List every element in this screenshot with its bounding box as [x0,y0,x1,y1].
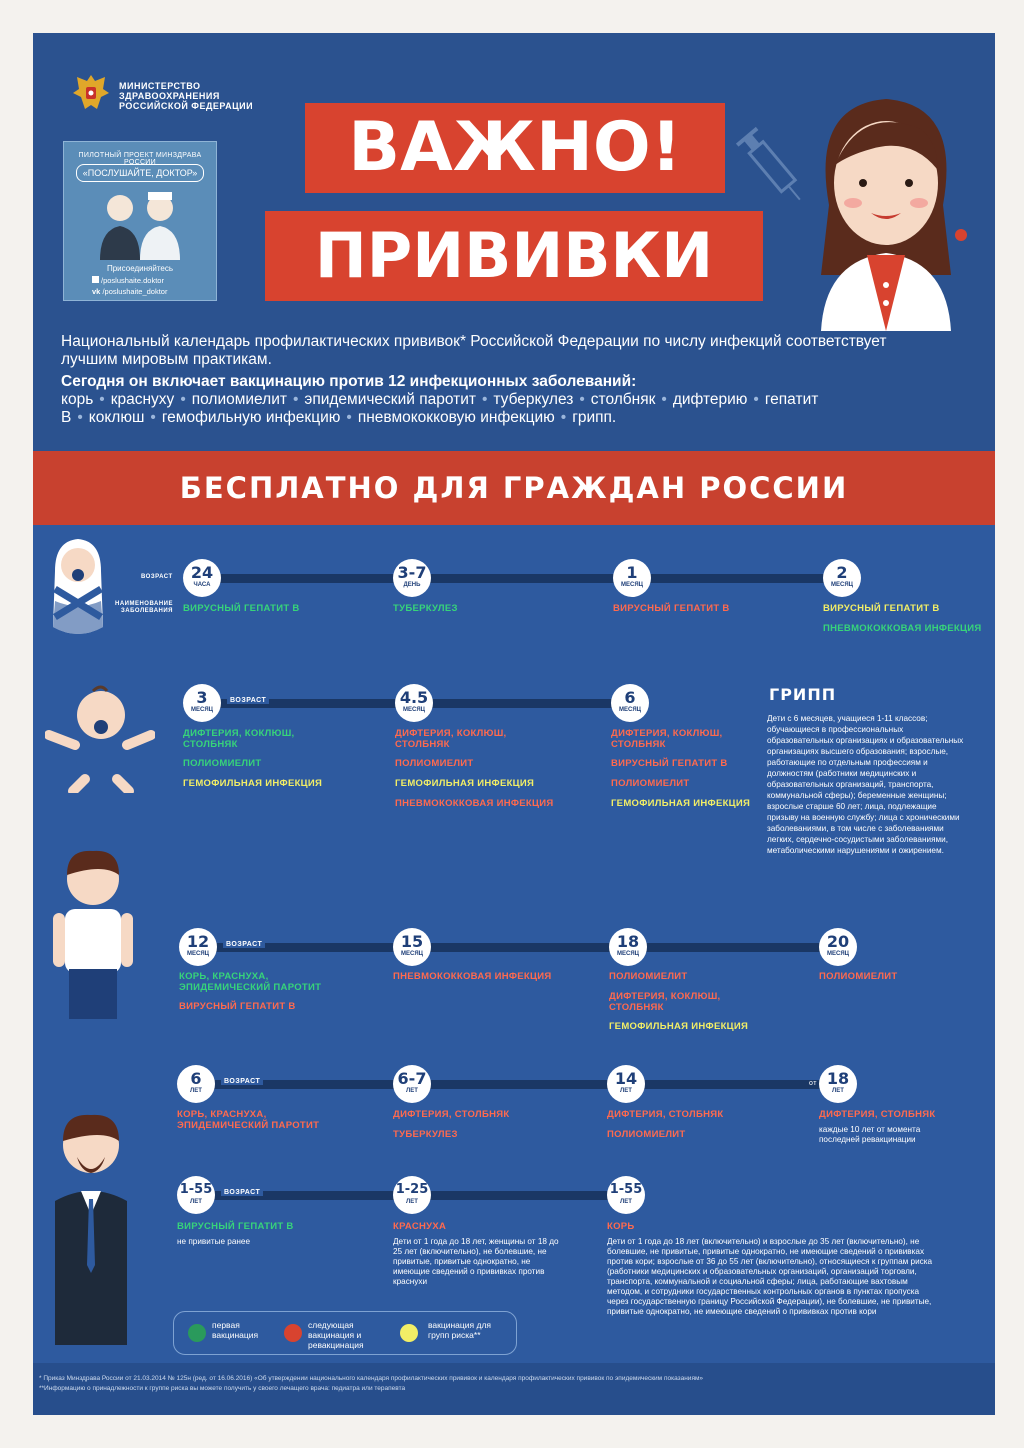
age-value: 24 [190,563,214,582]
separator-dot: • [481,391,488,408]
age-label: ВОЗРАСТ [223,941,265,948]
ministry-line: МИНИСТЕРСТВО [119,81,201,91]
vaccine-note: Дети от 1 года до 18 лет, женщины от 18 до 25 лет (включительно), не болевшие, не привитые, привитые однократно, не имеющие сведений о прививках против краснухи [393,1237,559,1286]
age-marker [819,928,857,966]
vk-icon: vk [92,287,103,296]
separator-dot: • [180,391,186,408]
vk-handle: /poslushaite_doktor [102,287,168,296]
disease-item: туберкулез [493,391,574,408]
age-unit: ЧАСА [193,582,211,588]
separator-dot: • [77,409,83,426]
age-unit: МЕСЯЦ [616,951,640,957]
vaccine-item: ПОЛИОМИЕЛИТ [819,971,898,982]
age-unit: МЕСЯЦ [186,951,210,957]
age-value: 14 [614,1069,638,1088]
vaccine-item: ПОЛИОМИЕЛИТ [609,971,688,982]
age-marker [183,684,221,722]
vaccine-note: не привитые ранее [177,1237,251,1246]
age-marker [819,1065,857,1103]
age-marker [613,559,651,597]
disease-label-line: НАИМЕНОВАНИЕ [115,601,173,607]
separator-dot: • [150,409,156,426]
facebook-link[interactable] [92,276,164,285]
disease-item: эпидемический паротит [304,391,476,408]
vaccine-item: ДИФТЕРИЯ, СТОЛБНЯК [819,1109,936,1120]
age-prefix: от [809,1080,817,1087]
intro-diseases [61,373,931,427]
age-value: 6 [624,688,636,707]
vaccine-item: КОРЬ, КРАСНУХА, ЭПИДЕМИЧЕСКИЙ ПАРОТИТ [177,1109,320,1131]
adult-illustration [41,1105,141,1345]
age-value: 20 [826,932,850,951]
age-label: ВОЗРАСТ [227,697,269,704]
vaccine-item: ГЕМОФИЛЬНАЯ ИНФЕКЦИЯ [609,1021,749,1032]
age-value: 2 [836,563,848,582]
vaccine-item: ПОЛИОМИЕЛИТ [611,778,690,789]
age-marker [609,928,647,966]
separator-dot: • [579,391,585,408]
legend-risk-label: вакцинация для групп риска** [428,1320,492,1340]
age-unit: МЕСЯЦ [190,707,214,713]
age-marker [183,559,221,597]
intro-bold: Сегодня он включает вакцинацию против 12 инфекционных заболеваний: [61,373,637,390]
legend-first-label: первая вакцинация [212,1320,259,1340]
vaccine-note: каждые 10 лет от момента последней ревакцинации [819,1125,921,1144]
disease-item: краснуху [110,391,175,408]
disease-item: пневмококковую инфекцию [357,409,555,426]
vaccine-note: Дети от 1 года до 18 лет (включительно) и взрослые до 35 лет (включительно), не болевшие, не привитые, привитые однократно, не имеющие сведений о прививках против кори; взрослые от 36 до 55 лет (включительно), относящиеся к группам риска (работники медицинских и образовательных организаций, организаций торговли, транспорта, коммунальной и социальной сферы; лица, работающие вахтовым методом, и сотрудники государственных контрольных органов в пунктах пропуска через государственную границу Российской Федерации), не болевшие, не привитые, привитые однократно, не имеющие сведений о прививках против кори [607,1237,933,1316]
disease-item: корь [61,391,94,408]
promo-box [63,141,217,301]
disease-list [61,391,818,426]
free-banner: БЕСПЛАТНО ДЛЯ ГРАЖДАН РОССИИ [33,451,995,525]
disease-item: полиомиелит [191,391,287,408]
legend-next-label: следующая вакцинация и ревакцинация [308,1320,364,1350]
vaccine-item: ТУБЕРКУЛЕЗ [393,603,458,614]
vaccine-item: ВИРУСНЫЙ ГЕПАТИТ В [177,1221,294,1232]
age-unit: ЛЕТ [620,1088,632,1094]
age-marker [393,1065,431,1103]
age-value: 15 [400,932,424,951]
separator-dot: • [560,409,567,426]
age-marker [607,1065,645,1103]
disease-item: дифтерию [672,391,748,408]
doctors-illustration [90,186,190,260]
age-label: ВОЗРАСТ [141,574,173,580]
disease-item: столбняк [590,391,656,408]
age-unit: ДЕНЬ [403,582,421,588]
vaccine-item: ГЕМОФИЛЬНАЯ ИНФЕКЦИЯ [611,798,751,809]
age-marker [393,559,431,597]
footer [33,1363,995,1415]
promo-project-name: «ПОСЛУШАЙТЕ, ДОКТОР» [76,164,204,182]
vaccine-item: ВИРУСНЫЙ ГЕПАТИТ В [183,603,300,614]
disease-item: коклюш [88,409,145,426]
vaccine-item: ДИФТЕРИЯ, КОКЛЮШ, СТОЛБНЯК [611,728,723,750]
age-marker [607,1176,645,1214]
age-marker [393,1176,431,1214]
age-value: 1-25 [395,1182,429,1197]
age-value: 6 [190,1069,202,1088]
legend [173,1311,517,1355]
vaccine-item: ВИРУСНЫЙ ГЕПАТИТ В [179,1001,296,1012]
ministry-name [119,81,253,111]
timeline-line [183,574,845,583]
vaccine-item: ПНЕВМОКОККОВАЯ ИНФЕКЦИЯ [395,798,554,809]
vaccine-item: ПОЛИОМИЕЛИТ [607,1129,686,1140]
age-unit: ЛЕТ [406,1088,418,1094]
timeline-line [179,943,839,952]
vaccine-item: ПНЕВМОКОККОВАЯ ИНФЕКЦИЯ [393,971,552,982]
vaccine-item: ТУБЕРКУЛЕЗ [393,1129,458,1140]
separator-dot: • [346,409,352,426]
age-value: 1-55 [179,1182,213,1197]
separator-dot: • [753,391,759,408]
ministry-line: РОССИЙСКОЙ ФЕДЕРАЦИИ [119,101,254,111]
age-label: ВОЗРАСТ [221,1189,263,1196]
disease-label-line: ЗАБОЛЕВАНИЯ [121,608,173,614]
intro-text [61,333,931,427]
separator-dot: • [292,391,299,408]
age-unit: МЕСЯЦ [618,707,642,713]
vaccine-item: ВИРУСНЫЙ ГЕПАТИТ В [823,603,940,614]
age-unit: ЛЕТ [190,1199,202,1205]
vaccine-item: ВИРУСНЫЙ ГЕПАТИТ В [613,603,730,614]
legend-first-swatch [188,1324,206,1342]
age-unit: ЛЕТ [620,1199,632,1205]
vk-link[interactable] [92,287,167,296]
disease-item: гепатит В [61,391,819,426]
legend-risk-swatch [400,1324,418,1342]
intro-paragraph: Национальный календарь профилактических прививок* Российской Федерации по числу инфекций соответствует лучшим мировым практикам. [61,333,887,368]
age-unit: ЛЕТ [406,1199,418,1205]
disease-item: грипп. [572,409,617,426]
age-value: 1 [626,563,638,582]
age-value: 4.5 [399,688,429,707]
age-marker [823,559,861,597]
title-banner-2: ПРИВИВКИ [265,211,763,301]
disease-item: гемофильную инфекцию [161,409,341,426]
age-value: 6-7 [397,1069,427,1088]
age-unit: МЕСЯЦ [402,707,426,713]
promo-title: ПИЛОТНЫЙ ПРОЕКТ МИНЗДРАВА РОССИИ [78,152,202,166]
age-unit: ЛЕТ [190,1088,202,1094]
vaccine-item: ВИРУСНЫЙ ГЕПАТИТ В [611,758,728,769]
facebook-handle: /poslushaite.doktor [101,276,164,285]
ministry-line: ЗДРАВООХРАНЕНИЯ [119,91,220,101]
vaccine-item: КОРЬ, КРАСНУХА, ЭПИДЕМИЧЕСКИЙ ПАРОТИТ [179,971,322,993]
facebook-icon [92,276,99,283]
age-value: 12 [186,932,210,951]
age-value: 18 [826,1069,850,1088]
vaccine-item: ГЕМОФИЛЬНАЯ ИНФЕКЦИЯ [395,778,535,789]
vaccine-item: ДИФТЕРИЯ, КОКЛЮШ, СТОЛБНЯК [395,728,507,750]
footnote-1: * Приказ Минздрава России от 21.03.2014 № 125н (ред. от 16.06.2016) «Об утверждении национального календаря профилактических прививок и календаря профилактических прививок по эпидемическим показаниям» [39,1375,704,1382]
vaccine-item: ГЕМОФИЛЬНАЯ ИНФЕКЦИЯ [183,778,323,789]
age-value: 1-55 [609,1182,643,1197]
separator-dot: • [99,391,105,408]
disease-label [115,601,173,615]
age-unit: МЕСЯЦ [826,951,850,957]
poster [33,33,995,1415]
promo-join: Присоединяйтесь [106,264,174,273]
vaccine-item: КРАСНУХА [393,1221,447,1232]
child-illustration [43,841,143,1021]
vaccine-item: ПОЛИОМИЕЛИТ [395,758,474,769]
age-label: ВОЗРАСТ [221,1078,263,1085]
vaccine-item: ДИФТЕРИЯ, КОКЛЮШ, СТОЛБНЯК [183,728,295,750]
coat-of-arms-icon [71,71,111,113]
separator-dot: • [661,391,667,408]
age-unit: МЕСЯЦ [620,582,644,588]
age-marker [393,928,431,966]
age-marker [179,928,217,966]
age-unit: МЕСЯЦ [830,582,854,588]
age-unit: ЛЕТ [832,1088,844,1094]
age-unit: МЕСЯЦ [400,951,424,957]
footnote-2: **Информацию о принадлежности к группе риска вы можете получить у своего лечащего врача: педиатра или терапевта [39,1385,406,1392]
legend-next-swatch [284,1324,302,1342]
age-marker [177,1065,215,1103]
title-banner-1: ВАЖНО! [305,103,725,193]
age-marker [395,684,433,722]
vaccine-item: ПОЛИОМИЕЛИТ [183,758,262,769]
age-marker [611,684,649,722]
vaccine-item: КОРЬ [607,1221,635,1232]
flu-description: Дети с 6 месяцев, учащиеся 1-11 классов; обучающиеся в профессиональных образовательных организациях и образовательных организациях высшего образования; взрослые, работающие по отдельным профессиям и должностям (работники медицинских и образовательных организаций, транспорта, коммунальной сферы); беременные женщины; взрослые старше 60 лет; лица, подлежащие призыву на военную службу; лица с хроническими заболеваниями, в том числе с заболеваниями легких, сердечно-сосудистыми заболеваниями, метаболическими нарушениями и ожирением. [767,714,964,855]
flu-title: ГРИПП [769,685,837,704]
vaccine-item: ДИФТЕРИЯ, СТОЛБНЯК [393,1109,510,1120]
newborn-illustration [43,531,113,641]
age-value: 3 [196,688,208,707]
age-value: 3-7 [397,563,427,582]
baby-illustration [45,683,155,793]
vaccine-item: ПНЕВМОКОККОВАЯ ИНФЕКЦИЯ [823,623,982,634]
vaccine-item: ДИФТЕРИЯ, СТОЛБНЯК [607,1109,724,1120]
vaccine-item: ДИФТЕРИЯ, КОКЛЮШ, СТОЛБНЯК [609,991,721,1013]
age-marker [177,1176,215,1214]
timeline-line [177,1080,837,1089]
age-value: 18 [616,932,640,951]
doctor-illustration [801,85,971,331]
